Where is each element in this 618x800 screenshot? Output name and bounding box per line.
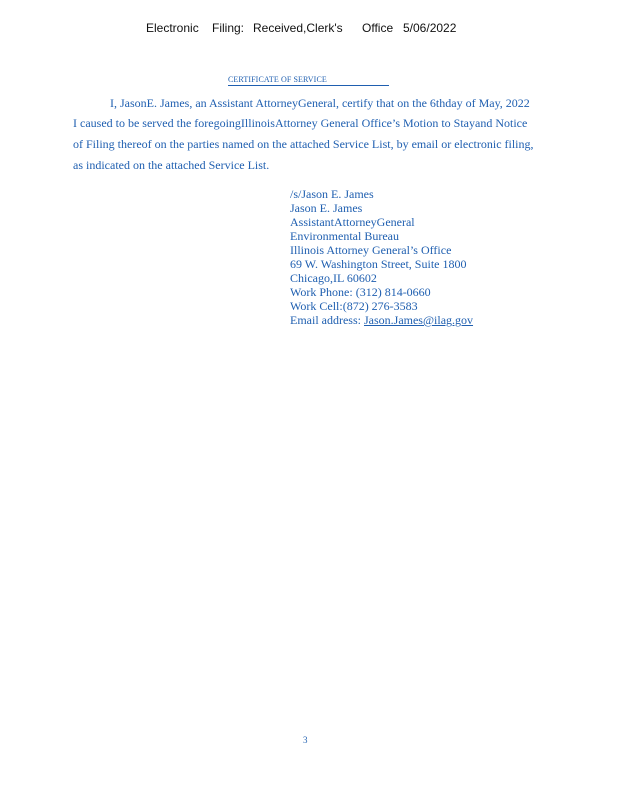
signature-title: AssistantAttorneyGeneral — [290, 215, 415, 229]
signature-block — [290, 187, 473, 327]
signature-electronic: /s/Jason E. James — [290, 187, 374, 201]
page-number: 3 — [303, 735, 308, 745]
stamp-office: Office — [362, 21, 394, 35]
certificate-body-line-1: I, JasonE. James, an Assistant AttorneyGeneral, certify that on the 6thday of May, 2022 — [110, 96, 530, 110]
certificate-body-line-4: as indicated on the attached Service List. — [73, 158, 270, 172]
certificate-body-line-2: I caused to be served the foregoingIllinoisAttorney General Office’s Motion to Stayand Notice — [73, 116, 528, 130]
signature-work-cell: Work Cell:(872) 276-3583 — [290, 299, 418, 313]
signature-email-label: Email address: — [290, 313, 364, 327]
signature-city: Chicago,IL 60602 — [290, 271, 377, 285]
signature-name: Jason E. James — [290, 201, 363, 215]
signature-email — [290, 313, 473, 327]
stamp-received-clerks: Received,Clerk's — [253, 21, 343, 35]
certificate-body-line-3: of Filing thereof on the parties named on the attached Service List, by email or electronic filing, — [73, 137, 534, 151]
signature-work-phone: Work Phone: (312) 814-0660 — [290, 285, 431, 299]
stamp-filing: Filing: — [212, 21, 245, 35]
stamp-date: 5/06/2022 — [403, 21, 457, 35]
stamp-electronic: Electronic — [146, 21, 199, 35]
signature-bureau: Environmental Bureau — [290, 229, 399, 243]
signature-email-link[interactable]: Jason.James@ilag.gov — [363, 313, 474, 327]
signature-street: 69 W. Washington Street, Suite 1800 — [290, 257, 467, 271]
signature-office: Illinois Attorney General’s Office — [290, 243, 452, 257]
certificate-title: CERTIFICATE OF SERVICE — [228, 75, 389, 86]
